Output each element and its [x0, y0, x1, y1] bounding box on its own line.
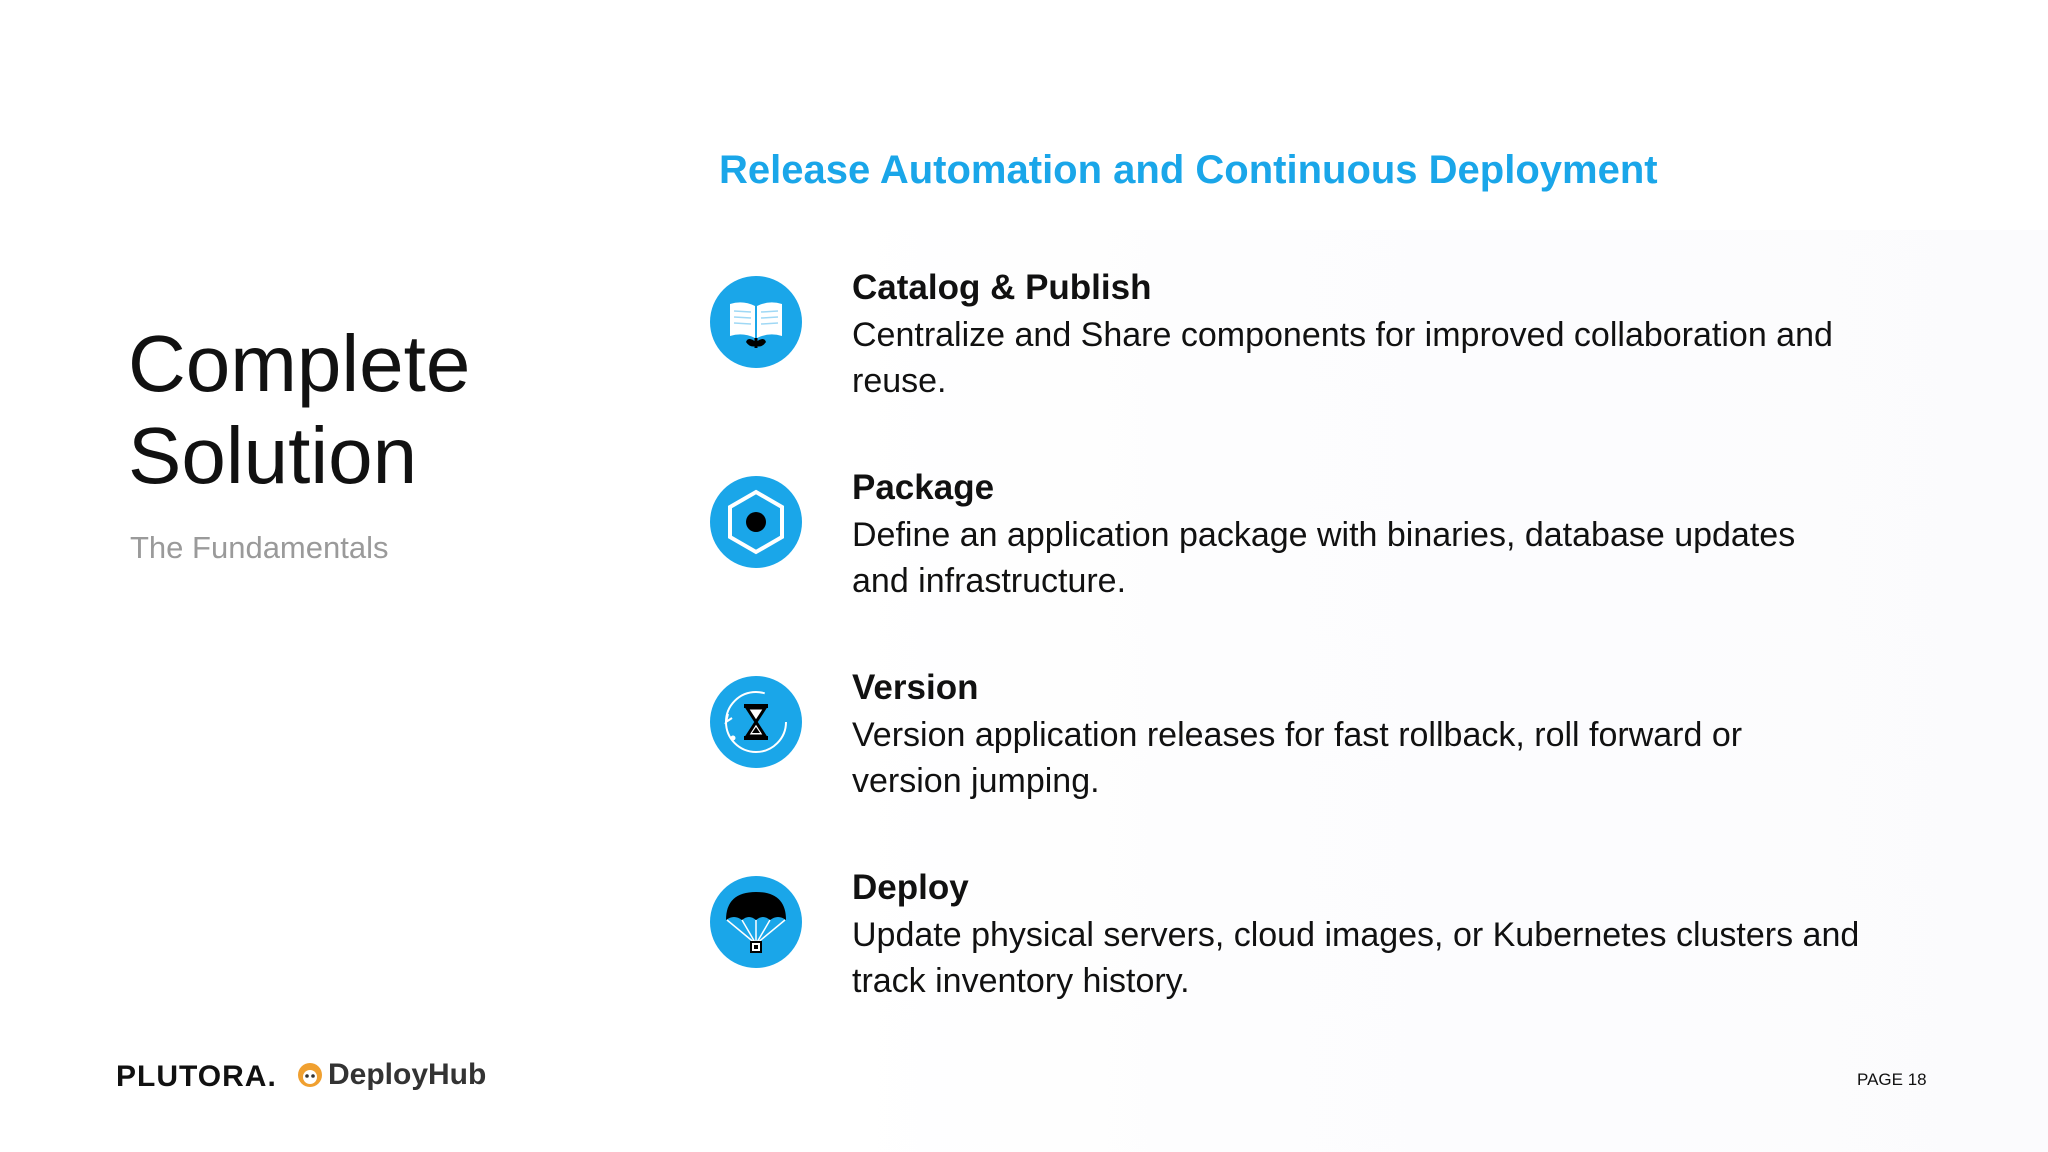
deployhub-mascot-icon — [296, 1061, 324, 1089]
slide-title-line-2: Solution — [128, 411, 418, 500]
page-number: PAGE 18 — [1857, 1070, 1927, 1089]
feature-description-line: track inventory history. — [852, 962, 1190, 1000]
feature-description — [852, 712, 1912, 804]
feature-description — [852, 512, 1912, 604]
plutora-logo: PLUTORA. — [116, 1060, 277, 1093]
feature-description-line: Update physical servers, cloud images, or Kubernetes clusters and — [852, 916, 1860, 954]
parachute-icon — [710, 876, 802, 968]
feature-text — [852, 664, 1912, 804]
feature-text — [852, 264, 1912, 404]
feature-text — [852, 464, 1912, 604]
feature-heading: Version — [852, 668, 979, 707]
feature-heading: Package — [852, 468, 995, 507]
feature-description-line: reuse. — [852, 362, 947, 400]
deployhub-logo-text: DeployHub — [328, 1058, 487, 1091]
feature-description — [852, 312, 1912, 404]
feature-text — [852, 864, 1912, 1004]
feature-item-version — [710, 668, 1990, 856]
hexagon-icon — [710, 476, 802, 568]
hourglass-icon — [710, 676, 802, 768]
feature-description — [852, 912, 1912, 1004]
section-title: Release Automation and Continuous Deployment — [719, 148, 1658, 192]
feature-description-line: Define an application package with binaries, database updates — [852, 516, 1796, 554]
feature-description-line: and infrastructure. — [852, 562, 1127, 600]
feature-heading: Catalog & Publish — [852, 268, 1152, 307]
feature-item-package — [710, 468, 1990, 656]
deployhub-logo — [296, 1058, 486, 1092]
feature-item-deploy — [710, 868, 1990, 1056]
feature-description-line: Version application releases for fast rollback, roll forward or — [852, 716, 1743, 754]
feature-description-line: Centralize and Share components for improved collaboration and — [852, 316, 1833, 354]
feature-heading: Deploy — [852, 868, 969, 907]
book-icon — [710, 276, 802, 368]
feature-item-catalog — [710, 268, 1990, 456]
slide-title — [128, 318, 470, 502]
slide-subtitle: The Fundamentals — [130, 530, 389, 565]
slide-title-line-1: Complete — [128, 319, 471, 408]
feature-description-line: version jumping. — [852, 762, 1100, 800]
